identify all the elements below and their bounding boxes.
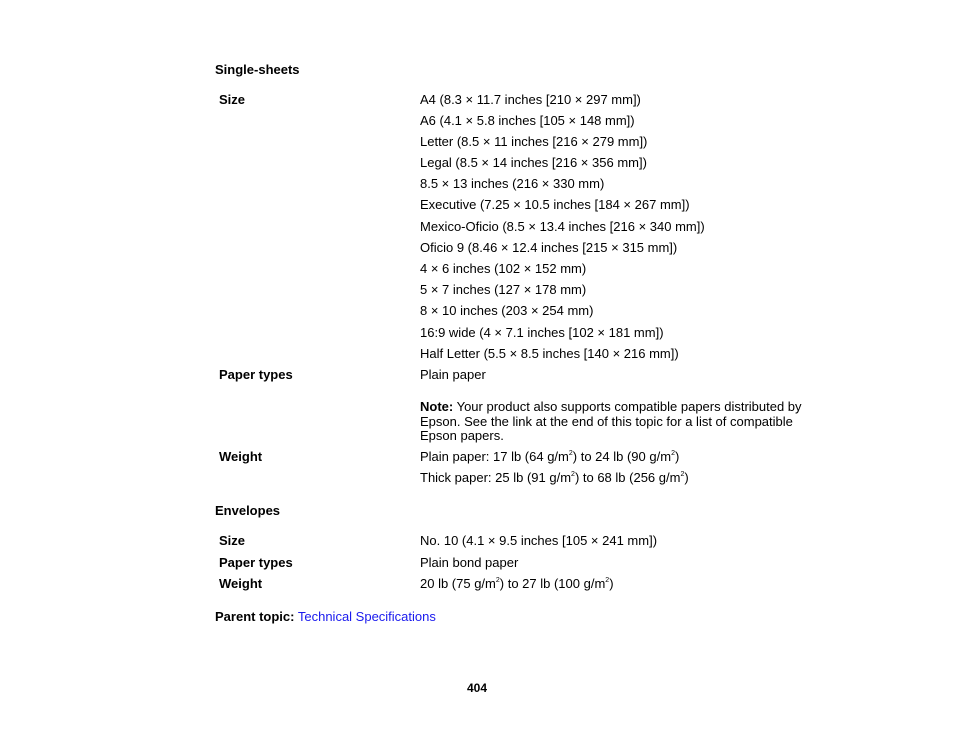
size-label: Size bbox=[219, 92, 246, 107]
section-heading-envelopes: Envelopes bbox=[215, 503, 281, 518]
size-value: Half Letter (5.5 × 8.5 inches [140 × 216 mm]) bbox=[420, 346, 679, 361]
paper-types-label: Paper types bbox=[219, 367, 293, 382]
envelope-weight-value: 20 lb (75 $g/m^2$) to 27 lb (100 $g/m^2$) bbox=[420, 576, 614, 591]
envelope-paper-types-value: Plain bond paper bbox=[420, 555, 519, 570]
envelope-paper-types-label: Paper types bbox=[219, 555, 293, 570]
size-value: 4 × 6 inches (102 × 152 mm) bbox=[420, 261, 587, 276]
note-paragraph bbox=[420, 400, 820, 444]
note-label: Note: bbox=[420, 399, 454, 414]
technical-specifications-link[interactable]: Technical Specifications bbox=[297, 609, 436, 624]
parent-topic-label: Parent topic: bbox=[215, 609, 295, 624]
size-value: Executive (7.25 × 10.5 inches [184 × 267 mm]) bbox=[420, 197, 690, 212]
size-value: A4 (8.3 × 11.7 inches [210 × 297 mm]) bbox=[420, 92, 641, 107]
envelope-weight-label: Weight bbox=[219, 576, 263, 591]
size-value: 16:9 wide (4 × 7.1 inches [102 × 181 mm]) bbox=[420, 325, 664, 340]
size-value: Letter (8.5 × 11 inches [216 × 279 mm]) bbox=[420, 134, 648, 149]
envelope-size-label: Size bbox=[219, 533, 246, 548]
paper-types-value: Plain paper bbox=[420, 367, 486, 382]
weight-value-plain: Plain paper: 17 lb (64 $g/m^2$) to 24 lb (90 $g/m^2$) bbox=[420, 449, 680, 464]
envelope-size-value: No. 10 (4.1 × 9.5 inches [105 × 241 mm]) bbox=[420, 533, 658, 548]
section-heading-single-sheets: Single-sheets bbox=[215, 62, 300, 77]
page-number: 404 bbox=[466, 681, 488, 695]
size-value: A6 (4.1 × 5.8 inches [105 × 148 mm]) bbox=[420, 113, 635, 128]
weight-value-thick: Thick paper: 25 lb (91 $g/m^2$) to 68 lb (256 $g/m^2$) bbox=[420, 470, 689, 485]
size-value: Oficio 9 (8.46 × 12.4 inches [215 × 315 mm]) bbox=[420, 240, 678, 255]
weight-label: Weight bbox=[219, 449, 263, 464]
note-text: Your product also supports compatible papers distributed by Epson. See the link at the end of this topic for a list of compatible Epson papers. bbox=[420, 399, 802, 443]
size-value: 5 × 7 inches (127 × 178 mm) bbox=[420, 282, 587, 297]
size-value: 8 × 10 inches (203 × 254 mm) bbox=[420, 303, 594, 318]
size-value: Mexico-Oficio (8.5 × 13.4 inches [216 × 340 mm]) bbox=[420, 219, 705, 234]
parent-topic bbox=[215, 609, 436, 625]
size-value: Legal (8.5 × 14 inches [216 × 356 mm]) bbox=[420, 155, 647, 170]
size-value: 8.5 × 13 inches (216 × 330 mm) bbox=[420, 176, 605, 191]
